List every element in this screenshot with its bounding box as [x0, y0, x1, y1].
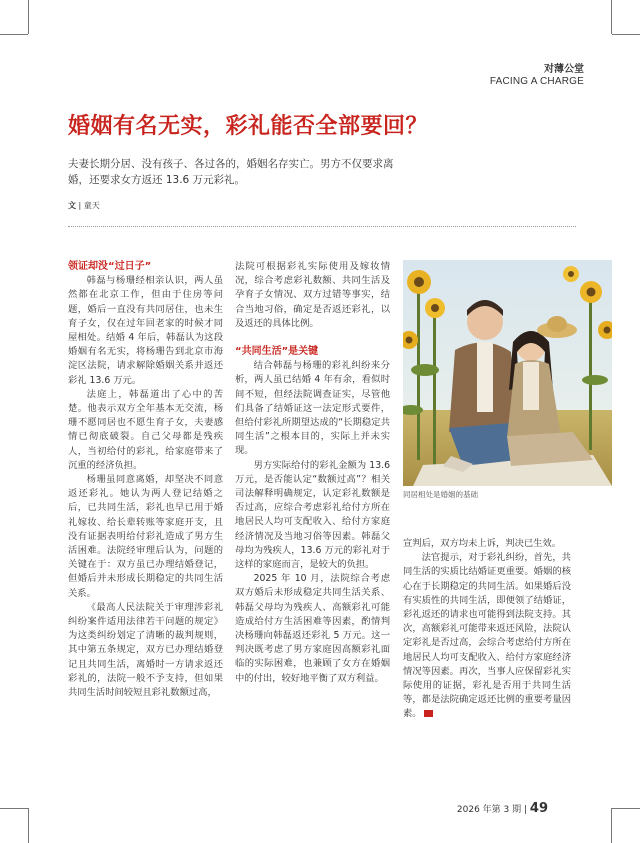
- section-name-en: FACING A CHARGE: [489, 76, 584, 87]
- page-footer: [457, 802, 548, 817]
- section-heading: 领证却没“过日子”: [68, 261, 152, 272]
- crop-mark: [612, 34, 640, 35]
- column-2: [235, 260, 390, 770]
- paragraph: 韩磊与杨珊经相亲认识，两人虽然都在北京工作，但由于住房等问题，婚后一直没有共同居住，也未生育子女，仅在过年回老家的时候才同屋相处。结婚 4 年后，韩磊认为这段婚姻有名无实，将杨珊告到北京市海淀区法院，请求解除婚姻关系并返还彩礼 13.6 万元。: [68, 275, 223, 386]
- paragraph: 结合韩磊与杨珊的彩礼纠纷来分析，两人虽已结婚 4 年有余，看似时间不短，但经法院调查证实，尽管他们具备了结婚证这一法定形式要件，但给付彩礼所期望达成的“长期稳定共同生活”之根本目的，实际上并未实现。: [235, 360, 390, 457]
- crop-mark: [28, 0, 29, 34]
- photo-caption: 同居相处是婚姻的基础: [403, 490, 478, 499]
- crop-mark: [611, 808, 612, 843]
- section-heading: “共同生活”是关键: [235, 346, 319, 358]
- crop-mark: [0, 808, 28, 809]
- column-1: [68, 260, 223, 770]
- paragraph: 法庭上，韩磊道出了心中的苦楚。他表示双方全年基本无交流，杨珊不愿同居也不愿生育子女，夫妻感情已彻底破裂。自己父母都是残疾人，当初给付的彩礼，给家庭带来了沉重的经济负担。: [68, 388, 223, 471]
- section-name-cn: 对薄公堂: [544, 64, 584, 75]
- column-3: [403, 537, 571, 770]
- crop-mark: [28, 808, 29, 843]
- paragraph: 宣判后，双方均未上诉，判决已生效。: [403, 538, 562, 549]
- divider: [68, 226, 576, 227]
- paragraph-text: 法官提示，对于彩礼纠纷，首先，共同生活的实质比结婚证更重要。婚姻的核心在于长期稳定的共同生活。如果婚后没有实质性的共同生活，即便领了结婚证，彩礼返还的请求也可能得到法院支持。其次，高额彩礼可能带来返还风险，法院认定彩礼是否过高，会综合考虑给付方所在地居民人均可支配收入、给付方家庭经济情况等因素。再次，当事人应保留彩礼实际使用的证据，彩礼是否用于共同生活等，都是法院确定返还比例的重要考量因素。: [403, 552, 571, 720]
- paragraph: 杨珊虽同意离婚，却坚决不同意返还彩礼。她认为两人登记结婚之后，已共同生活，彩礼也早已用于婚礼嫁妆、给长辈转账等家庭开支，且没有证据表明给付彩礼造成了男方生活困难。法院经审理后认为，问题的关键在于：双方虽已办理结婚登记，但婚后并未形成长期稳定的共同生活关系。: [68, 474, 223, 599]
- crop-mark: [0, 34, 28, 35]
- byline-author: 童天: [83, 201, 100, 210]
- page-number: 49: [529, 801, 548, 816]
- paragraph: 2025 年 10 月，法院综合考虑双方婚后未形成稳定共同生活关系、韩磊父母均为残疾人、高额彩礼可能造成给付方生活困难等因素，酌情判决杨珊向韩磊返还彩礼 5 万元。这一判决既考虑了男方家庭因高额彩礼面临的实际困难，也兼顾了女方在婚姻中的付出，较好地平衡了双方利益。: [235, 573, 390, 684]
- article-lead: 夫妻长期分居、没有孩子、各过各的，婚姻名存实亡。男方不仅要求离婚，还要求女方返还 13.6 万元彩礼。: [68, 158, 394, 186]
- byline: [68, 200, 100, 212]
- footer-separator: |: [523, 805, 528, 815]
- crop-mark: [612, 808, 640, 809]
- crop-mark: [611, 0, 612, 34]
- byline-separator: |: [78, 201, 82, 210]
- end-square-icon: [424, 710, 433, 717]
- paragraph: 《最高人民法院关于审理涉彩礼纠纷案件适用法律若干问题的规定》为这类纠纷划定了清晰的裁判规则，其中第五条规定，双方已办理结婚登记且共同生活，离婚时一方请求返还彩礼的，法院一般不予支持，但如果共同生活时间较短且彩礼数额过高，: [68, 601, 223, 699]
- byline-label: 文: [68, 201, 76, 210]
- paragraph: 法院可根据彩礼实际使用及嫁妆情况，综合考虑彩礼数额、共同生活及孕育子女情况、双方过错等事实，结合当地习俗，确定是否返还彩礼，以及返还的具体比例。: [235, 261, 390, 329]
- couple-photo: [403, 260, 612, 486]
- paragraph: 男方实际给付的彩礼金额为 13.6 万元，是否能认定“数额过高”？相关司法解释明确规定，认定彩礼数额是否过高，应综合考虑彩礼给付方所在地居民人均可支配收入、给付方家庭经济情况及当地习俗等因素。韩磊父母均为残疾人，13.6 万元的彩礼对于这样的家庭而言，是较大的负担。: [235, 459, 390, 571]
- section-header: [490, 64, 584, 88]
- article-title: 婚姻有名无实，彩礼能否全部要回？: [68, 114, 429, 139]
- paragraph: [403, 551, 571, 721]
- issue-label: 2026 年第 3 期: [456, 805, 522, 815]
